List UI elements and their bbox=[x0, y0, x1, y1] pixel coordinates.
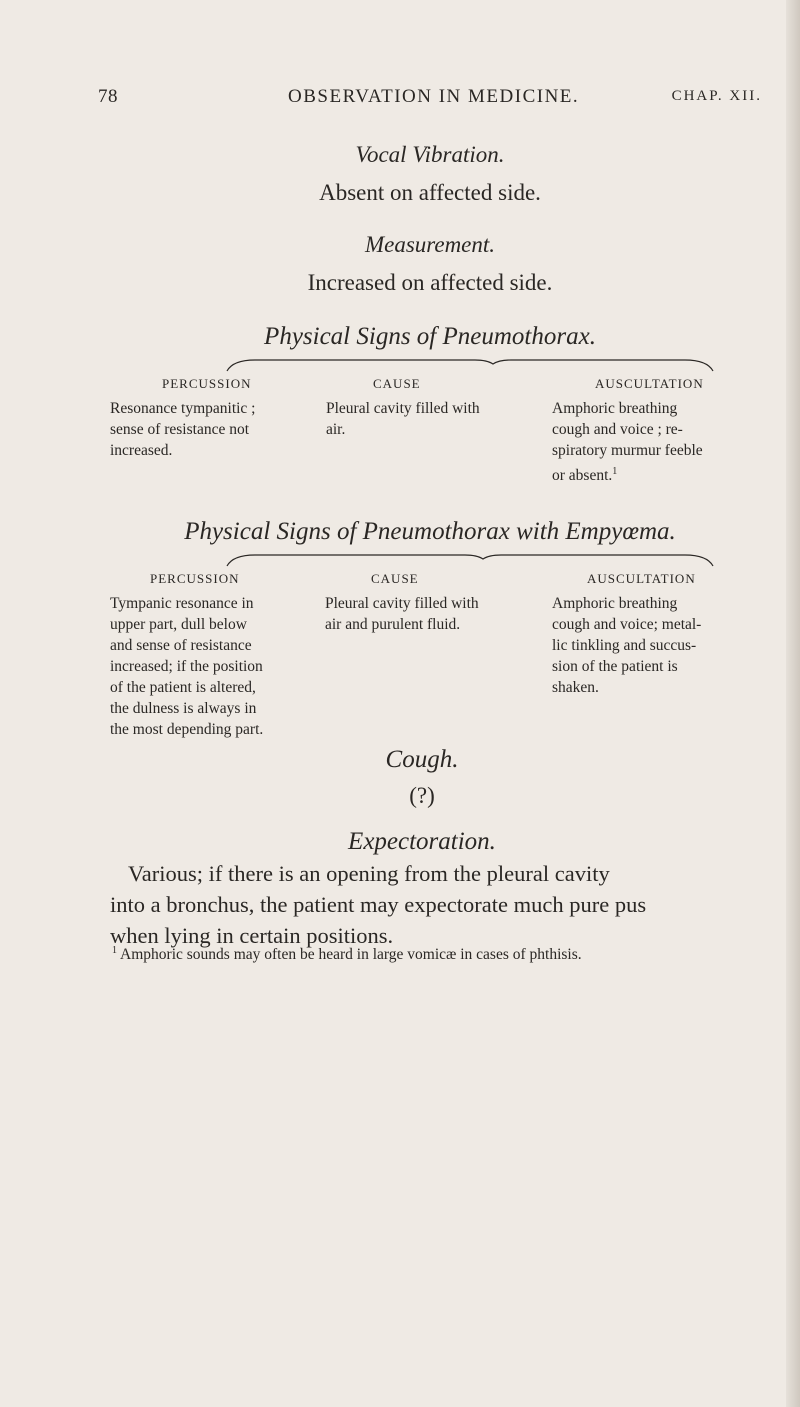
running-header bbox=[98, 86, 762, 112]
text-line: Pleural cavity filled with bbox=[325, 595, 479, 612]
text-line: and sense of resistance bbox=[110, 637, 252, 654]
measurement-text: Increased on affected side. bbox=[307, 270, 553, 295]
text-line: increased. bbox=[110, 442, 173, 459]
text-line: into a bronchus, the patient may expectorate much pure pus bbox=[110, 892, 647, 917]
pneumo-auscultation-head: AUSCULTATION bbox=[595, 376, 704, 391]
text-line: Tympanic resonance in bbox=[110, 595, 254, 612]
text-line: sion of the patient is bbox=[552, 658, 678, 675]
empyema-auscultation-head: AUSCULTATION bbox=[587, 571, 696, 586]
vocal-vibration-heading: Vocal Vibration. bbox=[355, 142, 505, 167]
text-line: the dulness is always in bbox=[110, 700, 257, 717]
empyema-percussion-head: PERCUSSION bbox=[150, 571, 240, 586]
footnote-text: Amphoric sounds may often be heard in large vomicæ in cases of phthisis. bbox=[120, 946, 582, 964]
text-line: Resonance tympanitic ; bbox=[110, 400, 256, 417]
text-line: increased; if the position bbox=[110, 658, 263, 675]
text-line: lic tinkling and succus- bbox=[552, 637, 697, 654]
text-line: spiratory murmur feeble bbox=[552, 442, 703, 459]
page-edge bbox=[786, 0, 800, 1407]
empyema-percussion-text bbox=[110, 593, 310, 740]
text-line-part: or absent. bbox=[552, 467, 613, 485]
empyema-brace bbox=[225, 553, 715, 567]
text-line: cough and voice; metal- bbox=[552, 616, 702, 633]
pneumo-cause-head: CAUSE bbox=[373, 376, 421, 391]
text-line: Various; if there is an opening from the pleural cavity bbox=[128, 861, 610, 886]
text-line bbox=[552, 461, 764, 486]
text-line: the most depending part. bbox=[110, 721, 264, 738]
text-line: of the patient is altered, bbox=[110, 679, 256, 696]
expectoration-heading: Expectoration. bbox=[348, 828, 496, 855]
empyema-heading bbox=[98, 518, 762, 546]
text-line: air and purulent fluid. bbox=[325, 616, 461, 633]
cough-text: (?) bbox=[409, 783, 435, 808]
pneumothorax-brace bbox=[225, 358, 715, 372]
footnote bbox=[112, 945, 772, 964]
text-line: shaken. bbox=[552, 679, 599, 696]
empyema-cause-text bbox=[325, 593, 535, 635]
text-line: Amphoric breathing bbox=[552, 400, 678, 417]
text-line: air. bbox=[326, 421, 346, 438]
expectoration-paragraph bbox=[110, 858, 762, 951]
pneumo-auscultation-text bbox=[552, 398, 764, 486]
cough-heading: Cough. bbox=[385, 746, 459, 773]
footnote-marker: 1 bbox=[612, 466, 618, 477]
empyema-heading-part2: of Pneumothorax with Empyœma. bbox=[336, 518, 676, 545]
empyema-heading-part1: Physical Signs bbox=[184, 518, 337, 545]
running-title: OBSERVATION IN MEDICINE. bbox=[288, 86, 580, 107]
text-line: Pleural cavity filled with bbox=[326, 400, 480, 417]
text-line: Amphoric breathing bbox=[552, 595, 678, 612]
empyema-auscultation-text bbox=[552, 593, 764, 698]
text-line: when lying in certain positions. bbox=[110, 923, 394, 948]
page-number: 78 bbox=[98, 86, 118, 107]
measurement-heading: Measurement. bbox=[364, 232, 496, 257]
vocal-vibration-text: Absent on affected side. bbox=[319, 180, 541, 205]
chapter-label: CHAP. XII. bbox=[671, 88, 762, 104]
pneumothorax-heading: Physical Signs of Pneumothorax. bbox=[264, 323, 596, 350]
text-line: sense of resistance not bbox=[110, 421, 250, 438]
text-line: upper part, dull below bbox=[110, 616, 247, 633]
pneumo-cause-text bbox=[326, 398, 536, 440]
pneumo-percussion-head: PERCUSSION bbox=[162, 376, 252, 391]
pneumo-percussion-text bbox=[110, 398, 310, 461]
footnote-marker: 1 bbox=[112, 945, 117, 956]
text-line: cough and voice ; re- bbox=[552, 421, 683, 438]
empyema-cause-head: CAUSE bbox=[371, 571, 419, 586]
